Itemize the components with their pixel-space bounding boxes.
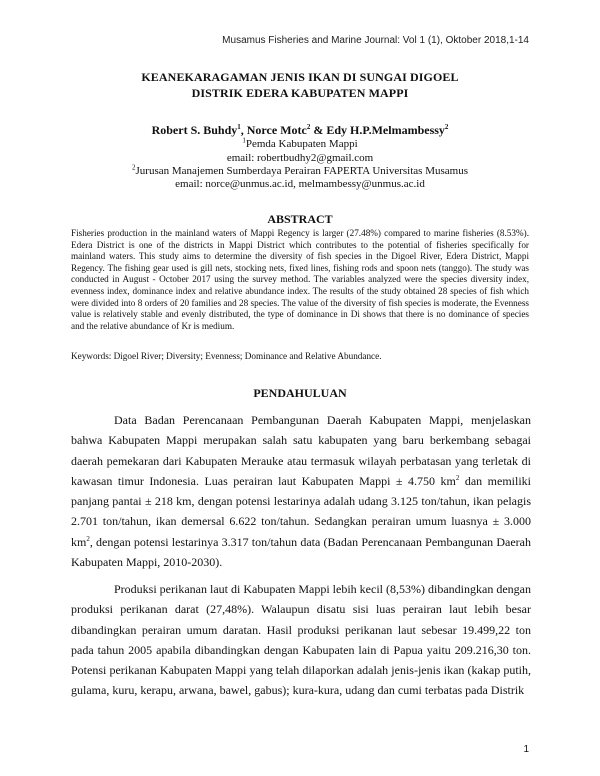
abstract-text: Fisheries production in the mainland waters of Mappi Regency is larger (27.48%) compared to marine fisheries (8.53%). Edera District is one of the districts in Mappi District which contributes to the potential of fisheries specifically for mainland waters. This study aims to determine the diversity of fish species in the Digoel River, Edera District, Mappi Regency. The fishing gear used is gill nets, stocking nets, fixed lines, fishing rods and spoon nets (tanggo). The study was conducted in August - October 2017 using the survey method. The variables analyzed were the species diversity index, evenness index, dominance index and relative abundance index. The results of the study obtained 28 species of fish which were divided into 8 orders of 20 families and 28 species. The value of the diversity of fish species is moderate, the Evenness value is relatively stable and evenly distributed, the type of dominance in Di shows that there is no dominance of species and the relative abundance of Kr is medium. (71, 228, 529, 331)
superscript: 2 (86, 534, 90, 543)
article-title (0, 69, 600, 101)
article-title-line-2: DISTRIK EDERA KABUPATEN MAPPI (191, 86, 409, 100)
page-number: 1 (523, 744, 529, 755)
affiliation-2-email: email: norce@unmus.ac.id, melmambessy@unmus.ac.id (175, 178, 425, 190)
paragraph-1-part-b: dan memiliki panjang pantai ± 218 km, dengan potensi lestarinya adalah udang 3.125 ton/tahun, ikan pelagis 2.701 ton/tahun, ikan demersal 6.622 ton/tahun. Sedangkan perairan umum luasnya ± 3.000 km (71, 473, 532, 549)
author-list (0, 123, 600, 138)
affiliation-2-name: Jurusan Manajemen Sumberdaya Perairan FAPERTA Universitas Musamus (135, 165, 468, 177)
running-header: Musamus Fisheries and Marine Journal: Vol 1 (1), Oktober 2018,1-14 (222, 35, 529, 46)
section-heading: PENDAHULUAN (253, 386, 347, 400)
affiliation-2 (0, 165, 600, 178)
affiliation-1-email: email: robertbudhy2@gmail.com (226, 152, 374, 164)
author-3: Edy H.P.Melmambessy (326, 123, 445, 137)
author-1: Robert S. Buhdy (151, 123, 238, 137)
affiliation-2-mark: 2 (132, 163, 136, 172)
author-3-affiliation-mark: 2 (444, 123, 449, 131)
paragraph-1 (71, 410, 531, 572)
paragraph-2-text: Produksi perikanan laut di Kabupaten Mappi lebih kecil (8,53%) dibandingkan dengan produksi perikanan darat (27,48%). Walaupun disatu sisi luas perairan laut lebih besar dibandingkan perairan umum daratan. Hasil produksi perikanan laut sebesar 19.499,22 ton pada tahun 2005 apabila dibandingkan dengan Kabupaten lain di Papua yaitu 209.216,30 ton. Potensi perikanan Kabupaten Mappi yang telah dilaporkan adalah jenis-jenis ikan (kakap putih, gulama, kuru, kerapu, arwana, bawel, gabus); kura-kura, udang dan cumi terbatas pada Distrik (71, 582, 531, 698)
author-2-affiliation-mark: 2 (306, 123, 311, 131)
article-title-line-1: KEANEKARAGAMAN JENIS IKAN DI SUNGAI DIGOEL (141, 70, 459, 84)
author-2: Norce Motc (246, 123, 307, 137)
paragraph-1-part-c: , dengan potensi lestarinya 3.317 ton/tahun data (Badan Perencanaan Pembangunan Daerah Kabupaten Mappi, 2010-2030). (71, 534, 531, 570)
affiliation-1-name: Pemda Kabupaten Mappi (245, 138, 358, 150)
paragraph-1-part-a: Data Badan Perencanaan Pembangunan Daerah Kabupaten Mappi, menjelaskan bahwa Kabupaten Mappi merupakan salah satu kabupaten yang baru berkembang sebagai daerah pemekaran dari Kabupaten Merauke atau termasuk wilayah perbatasan yang terletak di kawasan timur Indonesia. Luas perairan laut Kabupaten Mappi ± 4.750 km (71, 413, 531, 488)
paragraph-2 (71, 579, 531, 701)
keywords: Keywords: Digoel River; Diversity; Evenness; Dominance and Relative Abundance. (71, 351, 382, 361)
author-separator: , (240, 123, 247, 137)
superscript: 2 (455, 473, 460, 482)
affiliation-1 (0, 138, 600, 151)
author-separator: & (310, 123, 327, 137)
abstract-heading: ABSTRACT (267, 212, 333, 226)
affiliation-1-mark: 1 (242, 136, 246, 145)
author-1-affiliation-mark: 1 (237, 123, 241, 131)
